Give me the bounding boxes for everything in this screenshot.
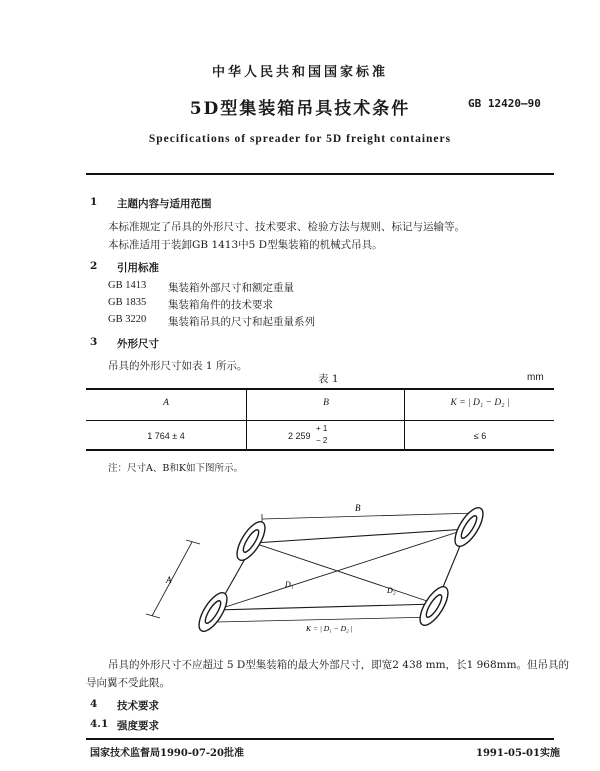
table-unit: mm	[527, 372, 544, 383]
dimension-k-line	[216, 617, 436, 622]
reference-title: 集装箱外部尺寸和额定重量	[168, 282, 294, 294]
reference-title: 集装箱角件的技术要求	[168, 299, 273, 311]
diagonal-d1	[254, 543, 436, 604]
section-1-paragraph-2: 本标准适用于装卸GB 1413中5 D型集装箱的机械式吊具。	[108, 239, 383, 251]
section-3-intro: 吊具的外形尺寸如表 1 所示。	[108, 360, 248, 372]
section-1-paragraph-1: 本标准规定了吊具的外形尺寸、技术要求、检验方法与规则、标记与运输等。	[108, 221, 465, 233]
table-header-b: B	[323, 398, 329, 408]
frame-top-edge	[254, 529, 467, 543]
size-limit-paragraph-line-2: 导向翼不受此限。	[86, 677, 170, 689]
section-4-1-number: 4.1	[90, 718, 109, 730]
twistlock-bottom-right-icon	[415, 583, 454, 630]
dimension-a-tick	[186, 540, 200, 544]
dimension-a-line	[152, 542, 192, 616]
approval-date: 国家技术监督局1990-07-20批准	[90, 748, 244, 759]
table-caption: 表 1	[318, 373, 339, 385]
table-cell-b-upper-tolerance: + 1	[316, 424, 328, 433]
section-2-heading: 引用标准	[117, 262, 159, 274]
table-note: 注：尺寸A、B和K如下图所示。	[108, 463, 243, 474]
table-header-k: K = | D₁ − D₂ |	[450, 398, 510, 408]
section-4-number: 4	[90, 698, 98, 710]
national-standard-heading: 中华人民共和国国家标准	[211, 65, 388, 80]
table-cell-b-lower-tolerance: − 2	[316, 436, 328, 445]
twistlock-bottom-left-icon	[194, 589, 233, 636]
standard-code: GB 12420—90	[468, 97, 541, 110]
table-cell-k: ≤ 6	[473, 431, 487, 441]
table-header-a: A	[163, 398, 169, 408]
label-d1: D₁	[285, 580, 294, 589]
twistlock-top-right-icon	[450, 504, 489, 551]
section-4-1-heading: 强度要求	[117, 720, 159, 732]
label-d2: D₂	[387, 586, 396, 595]
reference-code: GB 3220	[108, 314, 147, 325]
footer-rule	[86, 738, 554, 740]
size-limit-paragraph-line-1: 吊具的外形尺寸不应超过 5 D型集装箱的最大外部尺寸，即宽2 438 mm，长1 968mm。但吊具的	[108, 659, 570, 671]
dimension-b-line	[262, 513, 477, 519]
label-k: K = | D₁ − D₂ |	[306, 624, 353, 633]
section-1-heading: 主题内容与适用范围	[117, 198, 212, 210]
section-2-number: 2	[90, 260, 98, 272]
section-4-heading: 技术要求	[117, 700, 159, 712]
label-b: B	[355, 503, 361, 513]
frame-bottom-edge	[216, 604, 436, 610]
label-a: A	[166, 575, 172, 585]
document-title: 5D型集装箱吊具技术条件	[189, 99, 411, 119]
table-cell-b-base: 2 259	[288, 431, 311, 441]
reference-code: GB 1835	[108, 297, 147, 308]
section-3-heading: 外形尺寸	[117, 338, 159, 350]
twistlock-top-left-icon	[232, 518, 271, 565]
table-cell-a: 1 764 ± 4	[147, 431, 185, 441]
english-title: Specifications of spreader for 5D freight containers	[148, 133, 452, 145]
reference-code: GB 1413	[108, 280, 147, 291]
reference-title: 集装箱吊具的尺寸和起重量系列	[168, 316, 315, 328]
section-1-number: 1	[90, 196, 98, 208]
implementation-date: 1991-05-01实施	[476, 748, 560, 759]
section-3-number: 3	[90, 336, 98, 348]
